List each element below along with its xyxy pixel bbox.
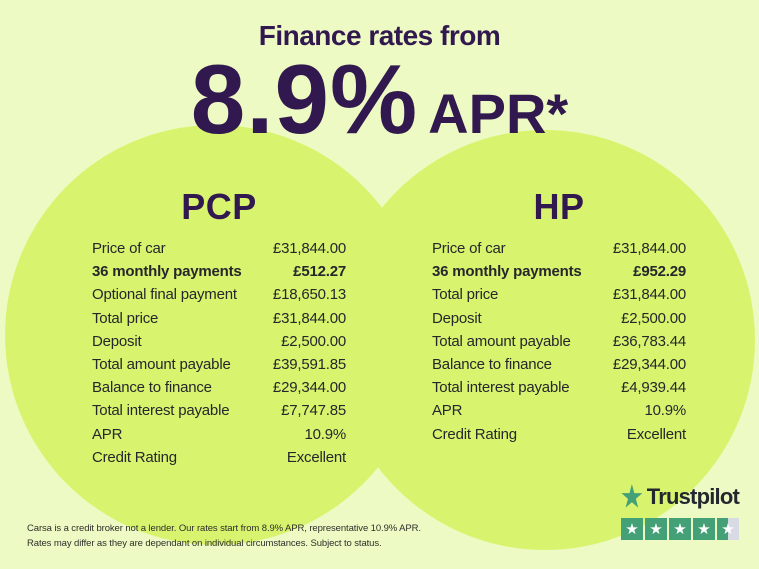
row-value: £952.29 — [633, 263, 686, 281]
rate-value: 8.9% — [190, 44, 419, 154]
row-value: £4,939.44 — [621, 379, 686, 397]
trustpilot-logo — [621, 484, 739, 510]
row-value: £512.27 — [293, 263, 346, 281]
table-row — [92, 237, 346, 260]
row-value: £31,844.00 — [612, 240, 686, 257]
row-label: Total amount payable — [432, 332, 571, 350]
hp-table-title: HP — [533, 186, 585, 227]
row-label: Price of car — [432, 240, 506, 257]
table-row — [92, 423, 346, 446]
trustpilot-rating — [621, 518, 739, 540]
table-row — [432, 260, 686, 283]
row-label: Credit Rating — [92, 448, 177, 466]
row-label: 36 monthly payments — [92, 263, 242, 281]
row-value: Excellent — [626, 425, 686, 443]
disclaimer-line-1: Carsa is a credit broker not a lender. Our rates start from 8.9% APR, representative 10.9% APR. — [27, 523, 421, 534]
table-row — [92, 260, 346, 283]
row-value: £31,844.00 — [272, 309, 346, 327]
row-value: 10.9% — [644, 402, 686, 420]
row-value: Excellent — [286, 448, 346, 466]
pcp-table — [92, 186, 346, 469]
row-value: £31,844.00 — [272, 240, 346, 257]
rating-star-icon: ★ — [621, 518, 643, 540]
trustpilot-star-icon — [621, 484, 643, 510]
row-label: Deposit — [92, 332, 142, 350]
row-value: £7,747.85 — [281, 402, 346, 420]
rating-star-icon: ★ — [717, 518, 739, 540]
row-value: £2,500.00 — [621, 309, 686, 327]
row-label: Total amount payable — [92, 356, 231, 374]
hp-table-rows — [432, 237, 686, 446]
rate-asterisk: * — [546, 82, 569, 145]
row-value: £2,500.00 — [281, 332, 346, 350]
table-row — [432, 237, 686, 260]
table-row — [92, 330, 346, 353]
table-row — [432, 330, 686, 353]
row-label: Total price — [432, 286, 499, 304]
table-row — [432, 423, 686, 446]
table-row — [92, 376, 346, 399]
row-label: Balance to finance — [92, 379, 212, 397]
row-value: £29,344.00 — [272, 379, 346, 397]
table-row — [432, 376, 686, 399]
row-label: Total interest payable — [92, 402, 230, 420]
row-label: Balance to finance — [432, 356, 552, 374]
disclaimer-text — [27, 521, 427, 551]
table-row — [92, 446, 346, 469]
rating-star-icon: ★ — [693, 518, 715, 540]
trustpilot-wordmark: Trustpilot — [646, 484, 739, 509]
row-value: £31,844.00 — [612, 286, 686, 304]
row-value: 10.9% — [304, 425, 346, 443]
pcp-table-title: PCP — [181, 186, 257, 227]
row-label: Price of car — [92, 240, 166, 257]
table-row — [432, 399, 686, 422]
row-value: £39,591.85 — [272, 356, 346, 374]
table-row — [92, 307, 346, 330]
row-label: Optional final payment — [92, 286, 237, 304]
row-label: Total price — [92, 309, 159, 327]
row-value: £29,344.00 — [612, 356, 686, 374]
table-row — [92, 283, 346, 306]
pcp-table-rows — [92, 237, 346, 469]
row-value: £18,650.13 — [272, 286, 346, 304]
page-title: Finance rates from — [258, 20, 501, 51]
row-label: APR — [432, 402, 463, 420]
table-row — [432, 283, 686, 306]
headline-rate — [0, 44, 759, 154]
table-row — [92, 353, 346, 376]
row-label: 36 monthly payments — [432, 263, 582, 281]
row-label: APR — [92, 425, 123, 443]
row-value: £36,783.44 — [612, 332, 686, 350]
table-row — [92, 399, 346, 422]
row-label: Total interest payable — [432, 379, 570, 397]
rating-star-icon: ★ — [669, 518, 691, 540]
row-label: Deposit — [432, 309, 482, 327]
table-row — [432, 353, 686, 376]
trustpilot-badge — [621, 484, 739, 540]
disclaimer-line-2: Rates may differ as they are dependant on individual circumstances. Subject to status. — [27, 538, 382, 549]
table-row — [432, 307, 686, 330]
hp-table — [432, 186, 686, 446]
row-label: Credit Rating — [432, 425, 517, 443]
rate-suffix: APR — [428, 82, 547, 145]
rating-star-icon: ★ — [645, 518, 667, 540]
